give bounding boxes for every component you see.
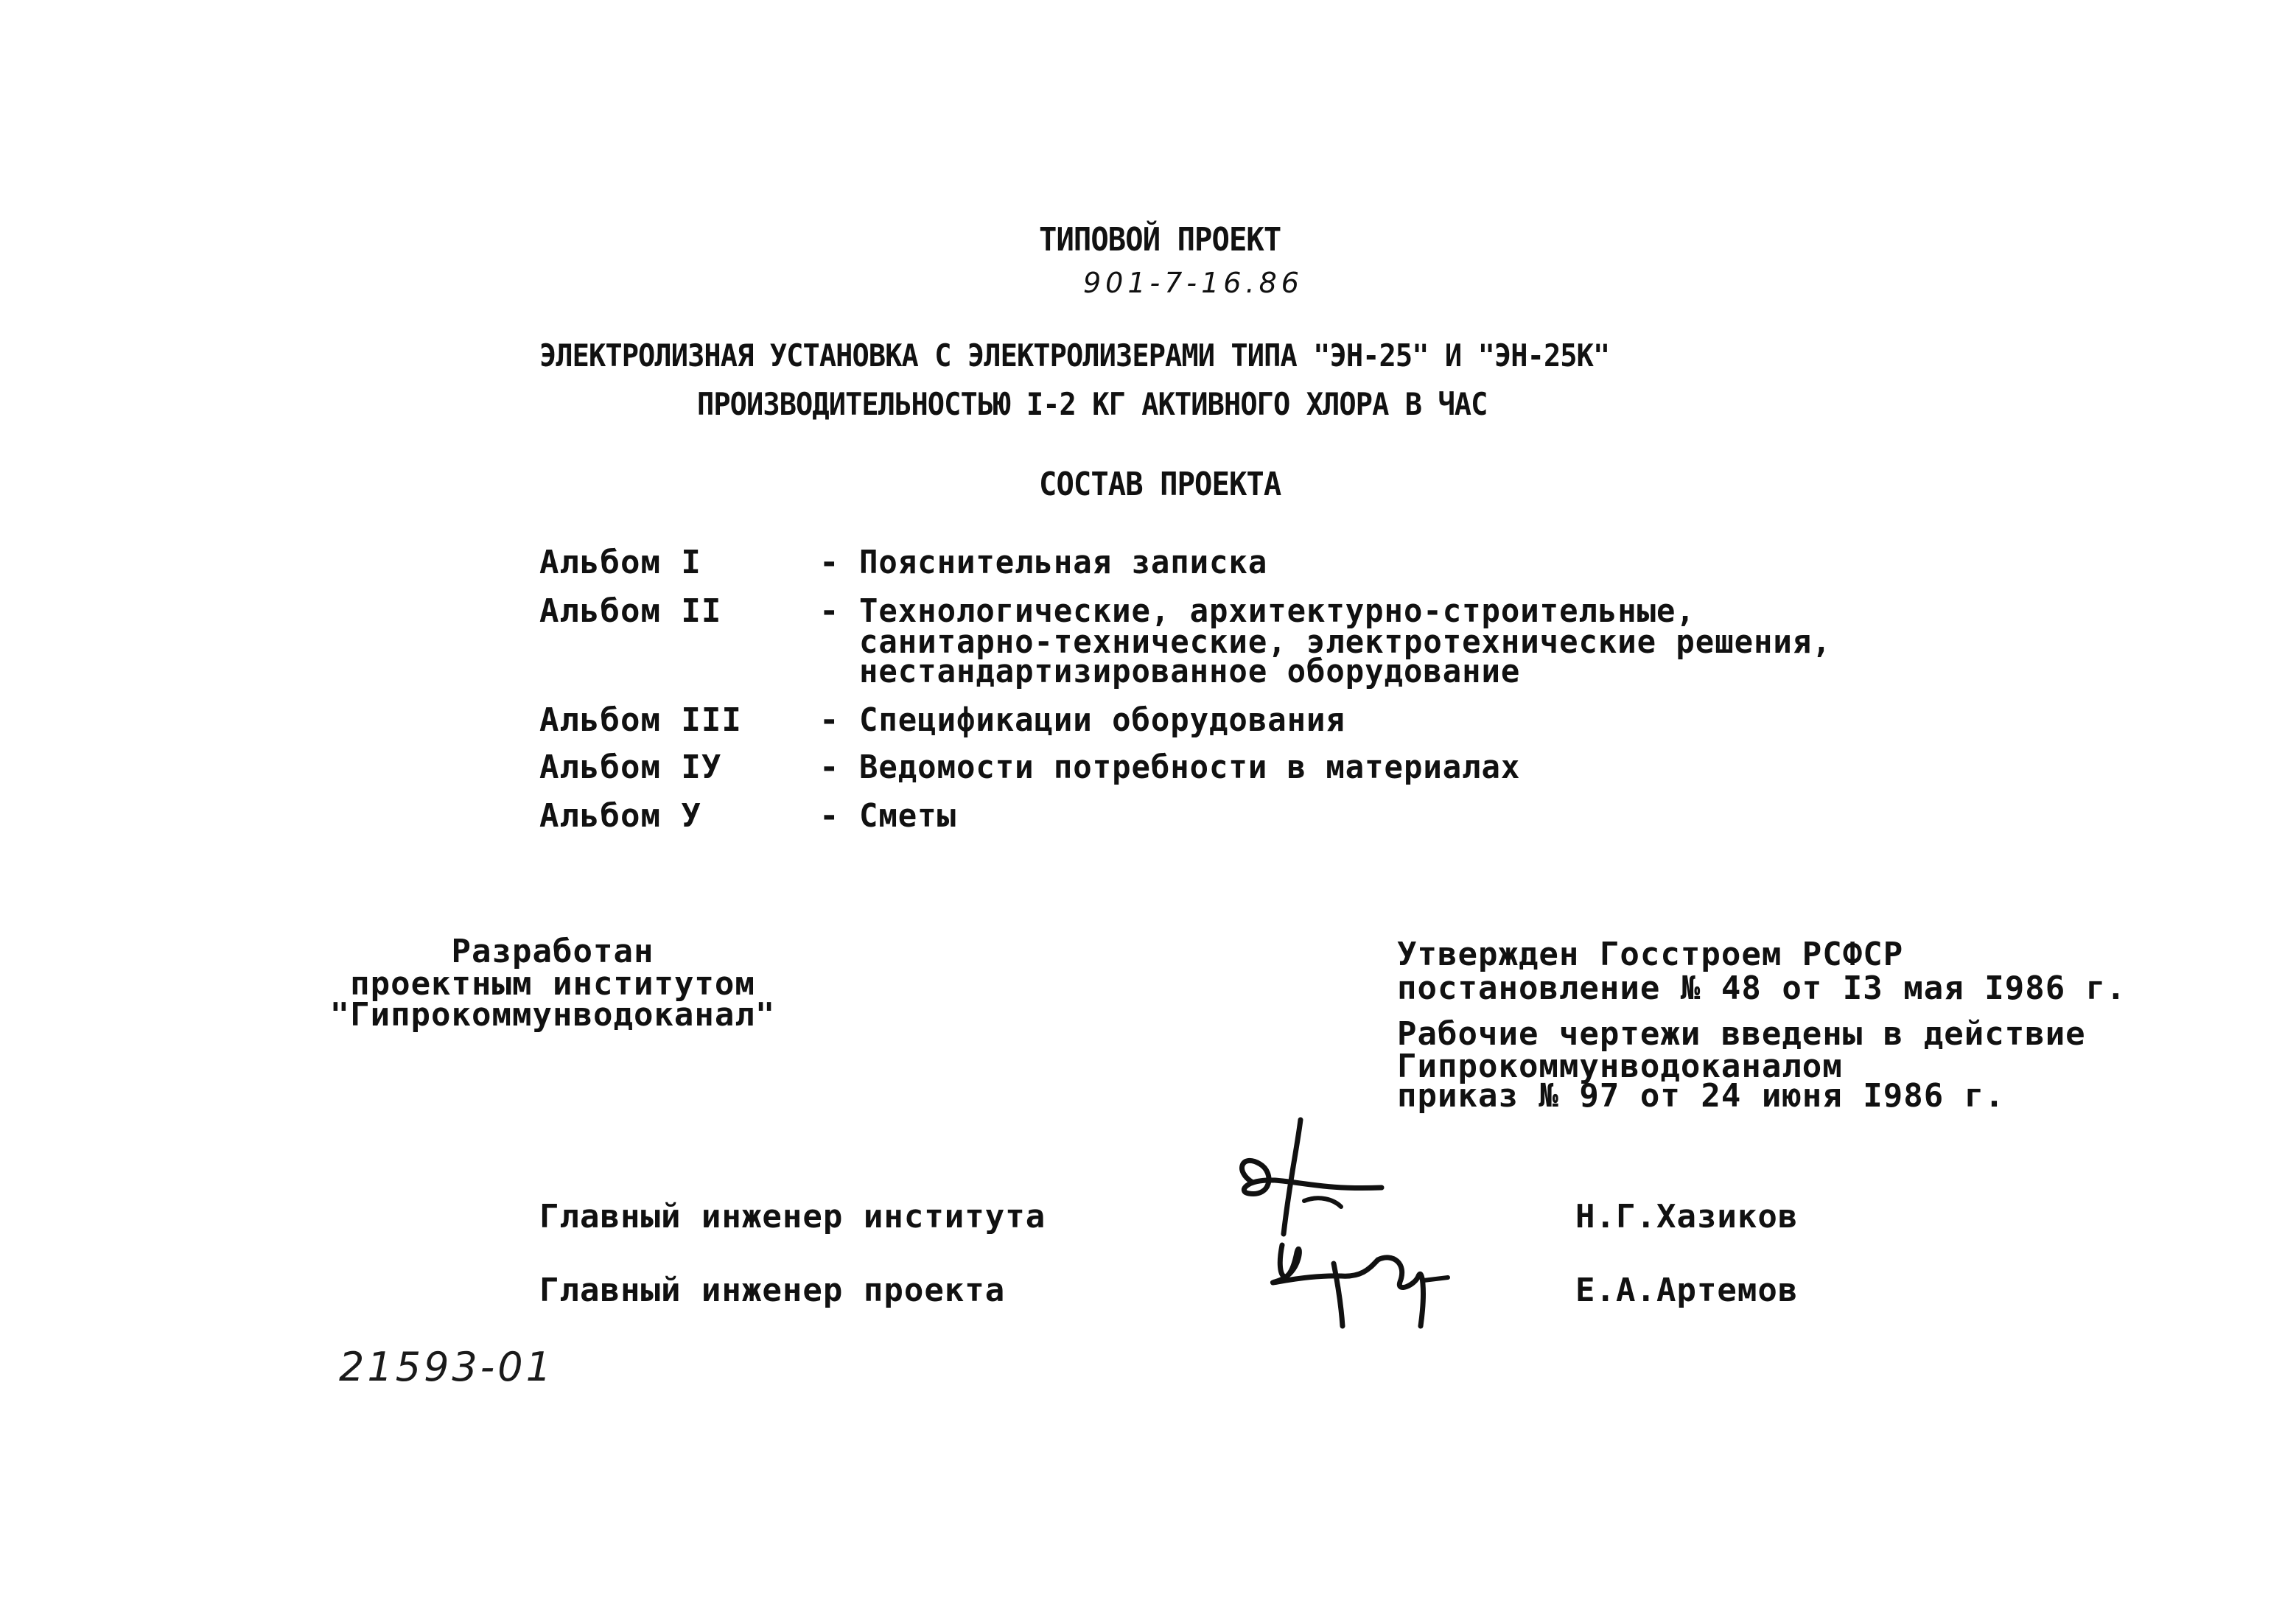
signature-role: Главный инженер проекта bbox=[539, 1272, 1006, 1309]
approved-line-5: приказ № 97 от 24 июня I986 г. bbox=[1397, 1077, 2005, 1115]
signature-name: Е.А.Артемов bbox=[1575, 1272, 1799, 1309]
album-name: Альбом IУ bbox=[539, 749, 722, 786]
handwritten-signature-1 bbox=[1231, 1112, 1393, 1238]
subtitle-line-2: ПРОИЗВОДИТЕЛЬНОСТЬЮ I-2 КГ АКТИВНОГО ХЛОРА В ЧАС bbox=[697, 386, 1488, 422]
album-dash: - bbox=[819, 592, 840, 630]
project-code: 901-7-16.86 bbox=[1083, 267, 1303, 299]
handwritten-code: 21593-01 bbox=[339, 1344, 554, 1390]
album-dash: - bbox=[819, 797, 840, 835]
approved-line-2: постановление № 48 от I3 мая I986 г. bbox=[1397, 970, 2127, 1007]
album-dash: - bbox=[819, 544, 840, 581]
developed-by-line-1: Разработан bbox=[451, 933, 654, 970]
approved-line-4: Гипрокоммунводоканалом bbox=[1397, 1048, 1843, 1085]
album-dash: - bbox=[819, 749, 840, 786]
subtitle-line-1: ЭЛЕКТРОЛИЗНАЯ УСТАНОВКА С ЭЛЕКТРОЛИЗЕРАМИ ТИПА "ЭН-25" И "ЭН-25К" bbox=[539, 337, 1610, 374]
album-name: Альбом III bbox=[539, 701, 742, 739]
album-name: Альбом У bbox=[539, 797, 701, 835]
developed-by-line-2: проектным институтом bbox=[350, 965, 755, 1003]
approved-line-3: Рабочие чертежи введены в действие bbox=[1397, 1015, 2086, 1053]
album-description: Ведомости потребности в материалах bbox=[859, 749, 1521, 786]
album-description: Пояснительная записка bbox=[859, 544, 1268, 581]
developed-by-line-3: "Гипрокоммунводоканал" bbox=[329, 996, 776, 1034]
approved-line-1: Утвержден Госстроем РСФСР bbox=[1397, 936, 1904, 973]
document-title: ТИПОВОЙ ПРОЕКТ bbox=[1039, 221, 1281, 259]
album-name: Альбом II bbox=[539, 592, 722, 630]
composition-heading: СОСТАВ ПРОЕКТА bbox=[1039, 466, 1281, 503]
album-description: Спецификации оборудования bbox=[859, 701, 1345, 739]
album-description: санитарно-технические, электротехнические решения, bbox=[859, 623, 1832, 661]
album-name: Альбом I bbox=[539, 544, 701, 581]
album-description: Сметы bbox=[859, 797, 956, 835]
album-description: Технологические, архитектурно-строительные, bbox=[859, 592, 1695, 630]
signature-name: Н.Г.Хазиков bbox=[1575, 1198, 1799, 1235]
handwritten-signature-2 bbox=[1260, 1223, 1452, 1333]
signature-role: Главный инженер института bbox=[539, 1198, 1046, 1235]
album-dash: - bbox=[819, 701, 840, 739]
album-description: нестандартизированное оборудование bbox=[859, 653, 1521, 690]
